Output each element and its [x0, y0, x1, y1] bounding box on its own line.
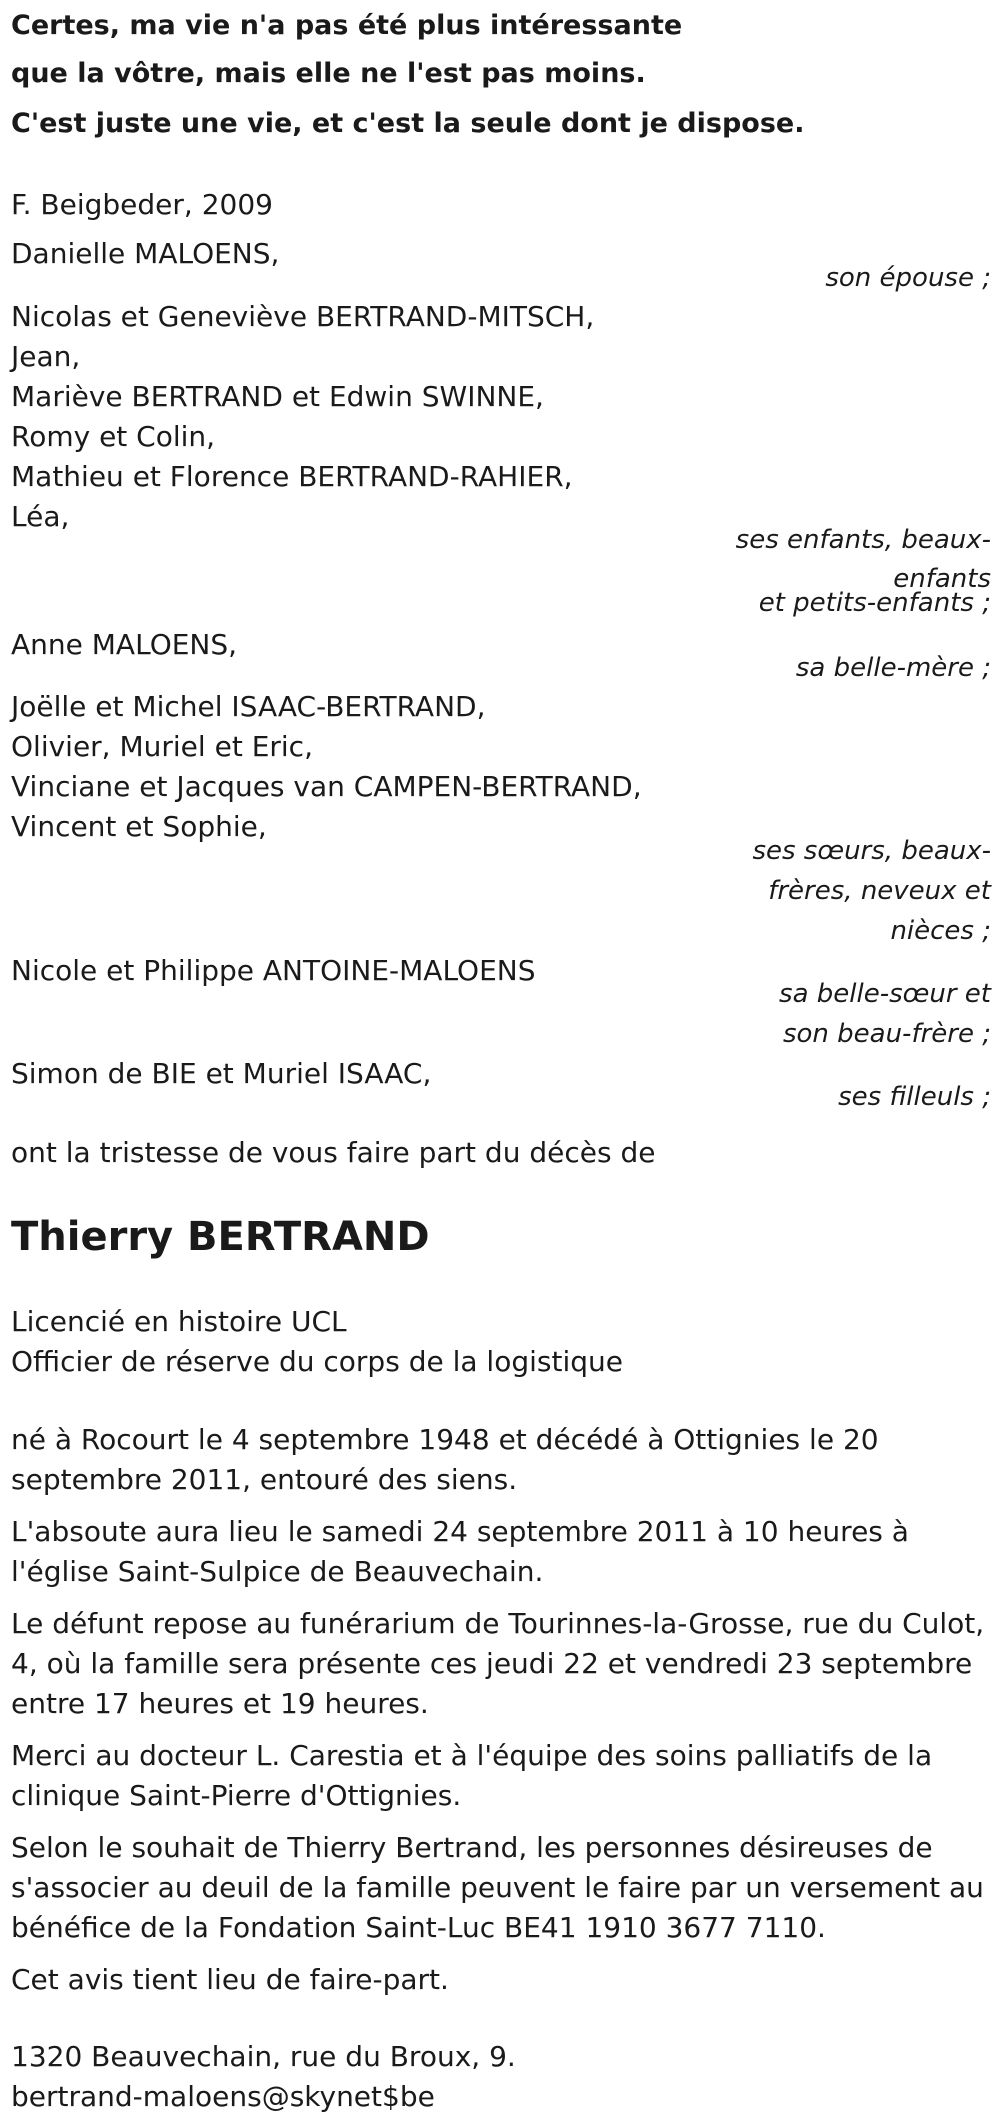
- deceased-name: Thierry BERTRAND: [11, 1214, 430, 1260]
- child-line: Romy et Colin,: [11, 420, 216, 453]
- mother-in-law-role: sa belle-mère ;: [795, 653, 991, 683]
- deceased-title-1: Licencié en histoire UCL: [11, 1305, 347, 1338]
- godchildren-name: Simon de BIE et Muriel ISAAC,: [11, 1057, 432, 1090]
- notice-paragraph: Cet avis tient lieu de faire-part.: [11, 1963, 449, 1996]
- quote-line-2: que la vôtre, mais elle ne l'est pas moins.: [11, 58, 646, 89]
- siblings-role-line-2: frères, neveux et: [768, 876, 991, 906]
- spouse-role: son épouse ;: [825, 263, 991, 293]
- mother-in-law-name: Anne MALOENS,: [11, 628, 238, 661]
- children-role-line-3: et petits-enfants ;: [758, 588, 991, 618]
- siblings-role-line-3: nièces ;: [890, 916, 991, 946]
- sister-in-law-role-line-1: sa belle-sœur et: [779, 979, 991, 1009]
- sibling-line: Olivier, Muriel et Eric,: [11, 730, 313, 763]
- child-line: Léa,: [11, 500, 70, 533]
- announcement-text: ont la tristesse de vous faire part du décès de: [11, 1136, 656, 1169]
- quote-line-1: Certes, ma vie n'a pas été plus intéressante: [11, 10, 683, 41]
- quote-line-3: C'est juste une vie, et c'est la seule dont je dispose.: [11, 108, 805, 139]
- quote-attribution: F. Beigbeder, 2009: [11, 188, 273, 221]
- sister-in-law-role-line-2: son beau-frère ;: [782, 1019, 991, 1049]
- sibling-line: Vincent et Sophie,: [11, 810, 267, 843]
- repose-paragraph: Le défunt repose au funérarium de Tourinnes-la-Grosse, rue du Culot, 4, où la famille sera présente ces jeudi 22 et vendredi 23 septembre entre 17 heures et 19 heures.: [11, 1607, 985, 1720]
- birth-death-paragraph: né à Rocourt le 4 septembre 1948 et décédé à Ottignies le 20 septembre 2011, entouré des siens.: [11, 1423, 879, 1496]
- wish-paragraph: Selon le souhait de Thierry Bertrand, les personnes désireuses de s'associer au deuil de la famille peuvent le faire par un versement au bénéfice de la Fondation Saint-Luc BE41 1910 3677 7110.: [11, 1831, 984, 1944]
- deceased-title-2: Officier de réserve du corps de la logistique: [11, 1345, 623, 1378]
- children-role-line-2: enfants: [893, 564, 991, 594]
- godchildren-role: ses filleuls ;: [838, 1082, 991, 1112]
- child-line: Mathieu et Florence BERTRAND-RAHIER,: [11, 460, 573, 493]
- contact-email: bertrand-maloens@skynet$be: [11, 2080, 435, 2113]
- siblings-role-line-1: ses sœurs, beaux-: [752, 836, 991, 866]
- child-line: Mariève BERTRAND et Edwin SWINNE,: [11, 380, 544, 413]
- sibling-line: Joëlle et Michel ISAAC-BERTRAND,: [11, 690, 486, 723]
- absoute-paragraph: L'absoute aura lieu le samedi 24 septembre 2011 à 10 heures à l'église Saint-Sulpice de Beauvechain.: [11, 1515, 909, 1588]
- thanks-paragraph: Merci au docteur L. Carestia et à l'équipe des soins palliatifs de la clinique Saint-Pierre d'Ottignies.: [11, 1739, 933, 1812]
- sister-in-law-name: Nicole et Philippe ANTOINE-MALOENS: [11, 954, 536, 987]
- child-line: Nicolas et Geneviève BERTRAND-MITSCH,: [11, 300, 595, 333]
- contact-address: 1320 Beauvechain, rue du Broux, 9.: [11, 2040, 516, 2073]
- spouse-name: Danielle MALOENS,: [11, 237, 280, 270]
- children-role-line-1: ses enfants, beaux-: [735, 525, 991, 555]
- child-line: Jean,: [11, 340, 81, 373]
- sibling-line: Vinciane et Jacques van CAMPEN-BERTRAND,: [11, 770, 642, 803]
